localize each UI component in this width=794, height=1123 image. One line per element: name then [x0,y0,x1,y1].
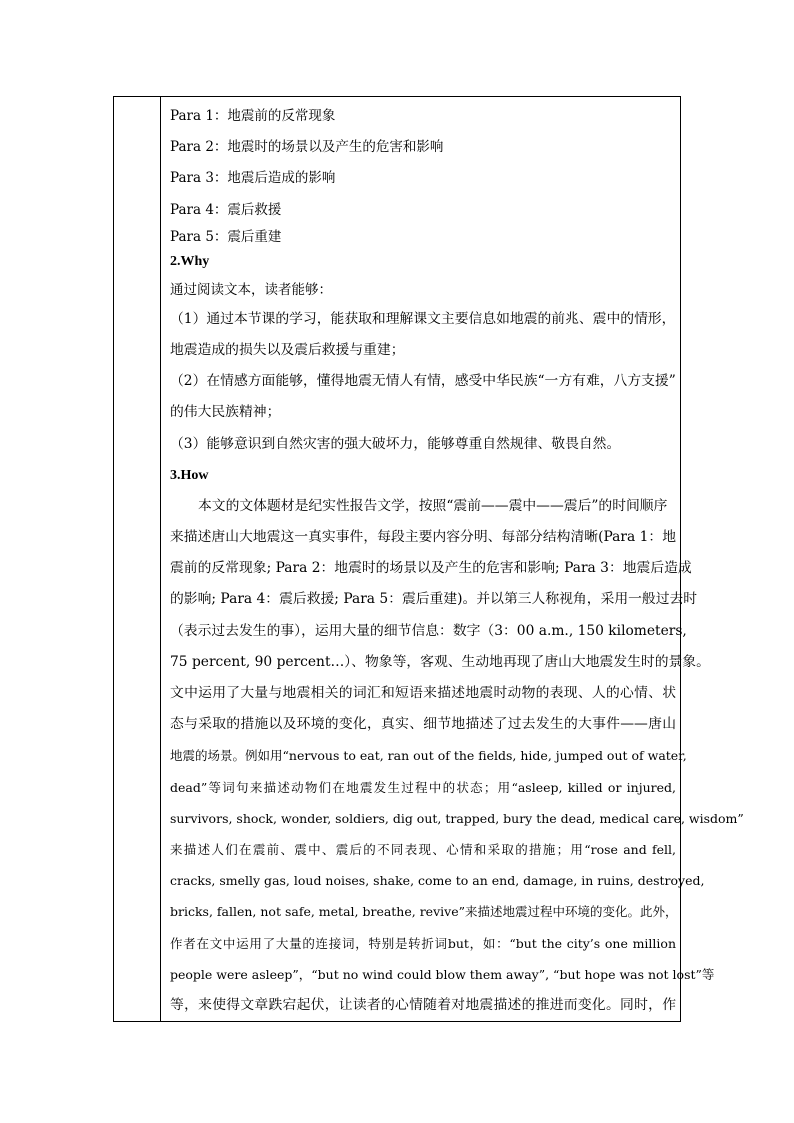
how-line: bricks, fallen, not safe, metal, breathe, revive”来描述地震过程中环境的变化。此外， [170,904,678,920]
why-heading: 2.Why [170,253,210,269]
how-line: 来描述唐山大地震这一真实事件，每段主要内容分明、每部分结构清晰(Para 1：地 [170,529,676,546]
para-outline-item: Para 4：震后救援 [170,201,282,218]
how-line: 等，来使得文章跌宕起伏，让读者的心情随着对地震描述的推进而变化。同时，作 [170,996,676,1013]
how-line: survivors, shock, wonder, soldiers, dig out, trapped, bury the dead, medical care, wisdom” [170,810,744,826]
how-line: cracks, smelly gas, loud noises, shake, come to an end, damage, in ruins, destroyed, [170,873,705,889]
how-heading: 3.How [170,467,209,483]
how-line: 震前的反常现象; Para 2：地震时的场景以及产生的危害和影响; Para 3：地震后造成 [170,560,692,577]
why-point-line: 的伟大民族精神； [170,404,281,421]
how-line: （表示过去发生的事），运用大量的细节信息：数字（3：00 a.m., 150 kilometers, [170,622,687,639]
how-line: 作者在文中运用了大量的连接词，特别是转折词but，如：“but the city’s one million [170,935,676,951]
para-outline-item: Para 2：地震时的场景以及产生的危害和影响 [170,139,444,156]
lesson-table [113,96,744,1022]
how-line: 文中运用了大量与地震相关的词汇和短语来描述地震时动物的表现、人的心情、状 [170,685,676,701]
how-line: 的影响; Para 4：震后救援; Para 5：震后重建)。并以第三人称视角，采用一般过去时 [170,591,698,608]
para-outline-item: Para 3：地震后造成的影响 [170,170,336,187]
left-column-cell [114,97,161,1021]
why-intro: 通过阅读文本，读者能够： [170,281,332,298]
why-point-line: （3）能够意识到自然灾害的强大破坏力，能够尊重自然规律、敬畏自然。 [170,435,621,452]
how-line: dead”等词句来描述动物们在地震发生过程中的状态；用“asleep, killed or injured, [170,779,676,795]
para-outline-item: Para 1：地震前的反常现象 [170,108,336,124]
how-line: 态与采取的措施以及环境的变化，真实、细节地描述了过去发生的大事件——唐山 [170,716,676,733]
how-line: 75 percent, 90 percent…）、物象等，客观、生动地再现了唐山大地震发生时的景象。 [170,653,710,670]
how-line: 本文的文体题材是纪实性报告文学，按照“震前——震中——震后”的时间顺序 [198,497,668,514]
para-outline-item: Para 5：震后重建 [170,228,282,245]
why-point-line: 地震造成的损失以及震后救援与重建； [170,341,405,358]
how-line: 地震的场景。例如用“nervous to eat, ran out of the fields, hide, jumped out of water, [170,748,687,764]
why-point-line: （2）在情感方面能够，懂得地震无情人有情，感受中华民族“一方有难，八方支援” [170,373,676,390]
how-line: people were asleep”，“but no wind could blow them away”, “but hope was not lost”等 [170,966,715,982]
how-line: 来描述人们在震前、震中、震后的不同表现、心情和采取的措施；用“rose and fell, [170,841,676,857]
why-point-line: （1）通过本节课的学习，能获取和理解课文主要信息如地震的前兆、震中的情形， [170,310,676,327]
content-cell [170,101,744,1021]
